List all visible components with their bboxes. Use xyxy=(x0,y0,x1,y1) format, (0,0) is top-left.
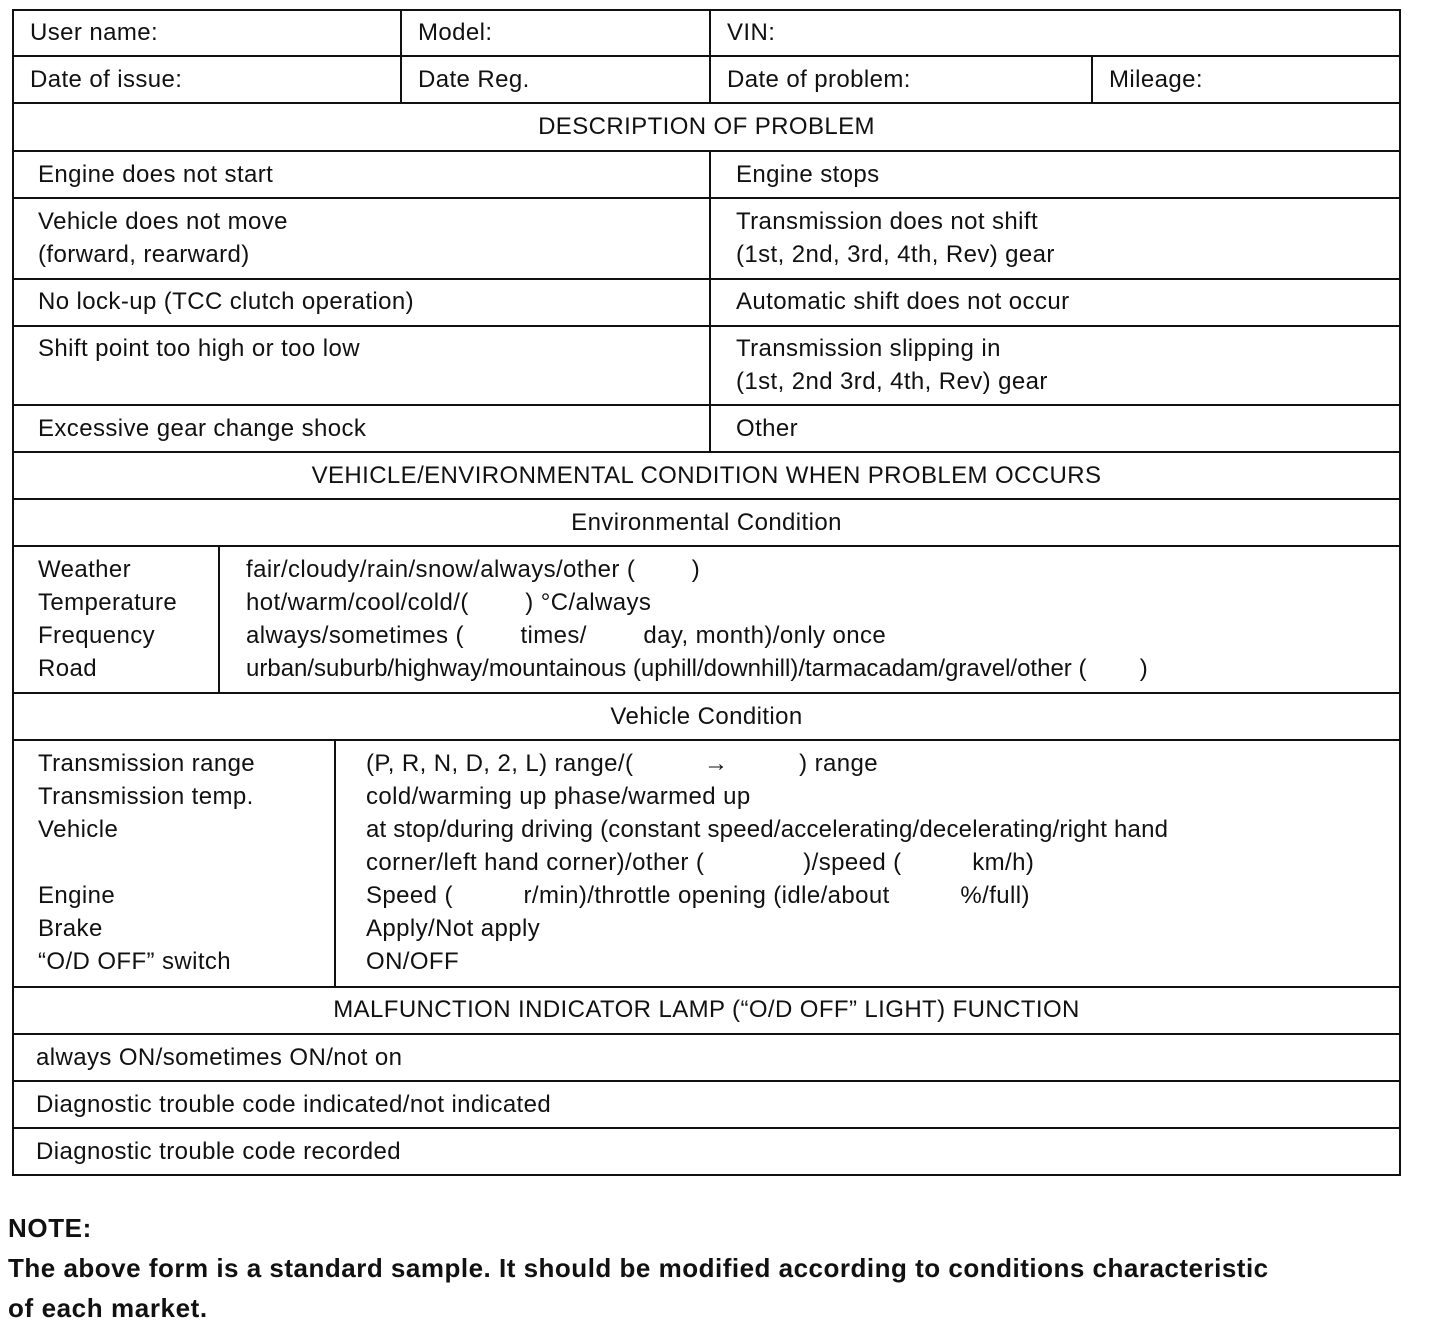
note-text: of each market. xyxy=(8,1293,208,1323)
row-divider xyxy=(12,1127,1401,1129)
env-label: Frequency xyxy=(38,622,155,649)
vin-label: VIN: xyxy=(727,19,776,46)
malfunction-title: MALFUNCTION INDICATOR LAMP (“O/D OFF” LIGHT) FUNCTION xyxy=(333,996,1080,1023)
column-divider xyxy=(334,739,336,987)
column-divider xyxy=(709,9,711,103)
env-label: Weather xyxy=(38,556,132,583)
row-divider xyxy=(12,545,1401,547)
problem-right: Engine stops xyxy=(736,161,880,188)
row-divider xyxy=(12,278,1401,280)
vehicle-label: Transmission temp. xyxy=(38,783,254,810)
description-title: DESCRIPTION OF PROBLEM xyxy=(538,113,875,140)
row-divider xyxy=(12,55,1401,57)
user-name-label: User name: xyxy=(30,19,159,46)
env-label: Temperature xyxy=(38,589,178,616)
row-divider xyxy=(12,451,1401,453)
vehicle-value: ON/OFF xyxy=(366,948,460,975)
note-text: The above form is a standard sample. It should be modified according to conditions characteristic xyxy=(8,1253,1269,1283)
env-value: fair/cloudy/rain/snow/always/other ( ) xyxy=(246,556,701,583)
env-value: urban/suburb/highway/mountainous (uphill/downhill)/tarmacadam/gravel/other ( ) xyxy=(246,655,1148,682)
note-heading: NOTE: xyxy=(8,1213,92,1243)
vehicle-value: cold/warming up phase/warmed up xyxy=(366,783,751,810)
mileage-label: Mileage: xyxy=(1109,66,1203,93)
vehicle-value: corner/left hand corner)/other ( )/speed ( km/h) xyxy=(366,849,1035,876)
problem-right: Automatic shift does not occur xyxy=(736,288,1070,315)
problem-right: (1st, 2nd 3rd, 4th, Rev) gear xyxy=(736,368,1048,395)
row-divider xyxy=(12,986,1401,988)
environmental-title: Environmental Condition xyxy=(571,509,842,536)
row-divider xyxy=(12,102,1401,104)
problem-left: (forward, rearward) xyxy=(38,241,250,268)
problem-left: Engine does not start xyxy=(38,161,274,188)
vehicle-label: “O/D OFF” switch xyxy=(38,948,232,975)
row-divider xyxy=(12,150,1401,152)
row-divider xyxy=(12,739,1401,741)
vehicle-value: (P, R, N, D, 2, L) range/( → ) range xyxy=(366,750,878,777)
problem-left: No lock-up (TCC clutch operation) xyxy=(38,288,415,315)
problem-right: Other xyxy=(736,415,799,442)
column-divider xyxy=(400,9,402,103)
row-divider xyxy=(12,692,1401,694)
model-label: Model: xyxy=(418,19,493,46)
env-value: always/sometimes ( times/ day, month)/only once xyxy=(246,622,887,649)
row-divider xyxy=(12,498,1401,500)
column-divider xyxy=(1091,55,1093,103)
problem-left: Shift point too high or too low xyxy=(38,335,360,362)
vehicle-label: Engine xyxy=(38,882,116,909)
vehicle-value: Speed ( r/min)/throttle opening (idle/about %/full) xyxy=(366,882,1030,909)
date-reg-label: Date Reg. xyxy=(418,66,530,93)
problem-right: (1st, 2nd, 3rd, 4th, Rev) gear xyxy=(736,241,1055,268)
problem-right: Transmission does not shift xyxy=(736,208,1039,235)
vehicle-value: Apply/Not apply xyxy=(366,915,541,942)
vehicle-label: Transmission range xyxy=(38,750,256,777)
vehicle-label: Vehicle xyxy=(38,816,119,843)
env-value: hot/warm/cool/cold/( ) °C/always xyxy=(246,589,652,616)
env-label: Road xyxy=(38,655,97,682)
malfunction-row: Diagnostic trouble code recorded xyxy=(36,1138,402,1165)
problem-left: Vehicle does not move xyxy=(38,208,288,235)
column-divider xyxy=(218,545,220,693)
date-of-problem-label: Date of problem: xyxy=(727,66,911,93)
row-divider xyxy=(12,325,1401,327)
date-of-issue-label: Date of issue: xyxy=(30,66,183,93)
malfunction-row: always ON/sometimes ON/not on xyxy=(36,1044,403,1071)
row-divider xyxy=(12,1080,1401,1082)
column-divider xyxy=(709,150,711,452)
row-divider xyxy=(12,1033,1401,1035)
row-divider xyxy=(12,404,1401,406)
problem-left: Excessive gear change shock xyxy=(38,415,367,442)
vehicle-label: Brake xyxy=(38,915,103,942)
row-divider xyxy=(12,197,1401,199)
vehicle-value: at stop/during driving (constant speed/accelerating/decelerating/right hand xyxy=(366,816,1169,843)
problem-right: Transmission slipping in xyxy=(736,335,1001,362)
malfunction-row: Diagnostic trouble code indicated/not indicated xyxy=(36,1091,552,1118)
condition-title: VEHICLE/ENVIRONMENTAL CONDITION WHEN PROBLEM OCCURS xyxy=(311,462,1102,489)
vehicle-condition-title: Vehicle Condition xyxy=(610,703,803,730)
